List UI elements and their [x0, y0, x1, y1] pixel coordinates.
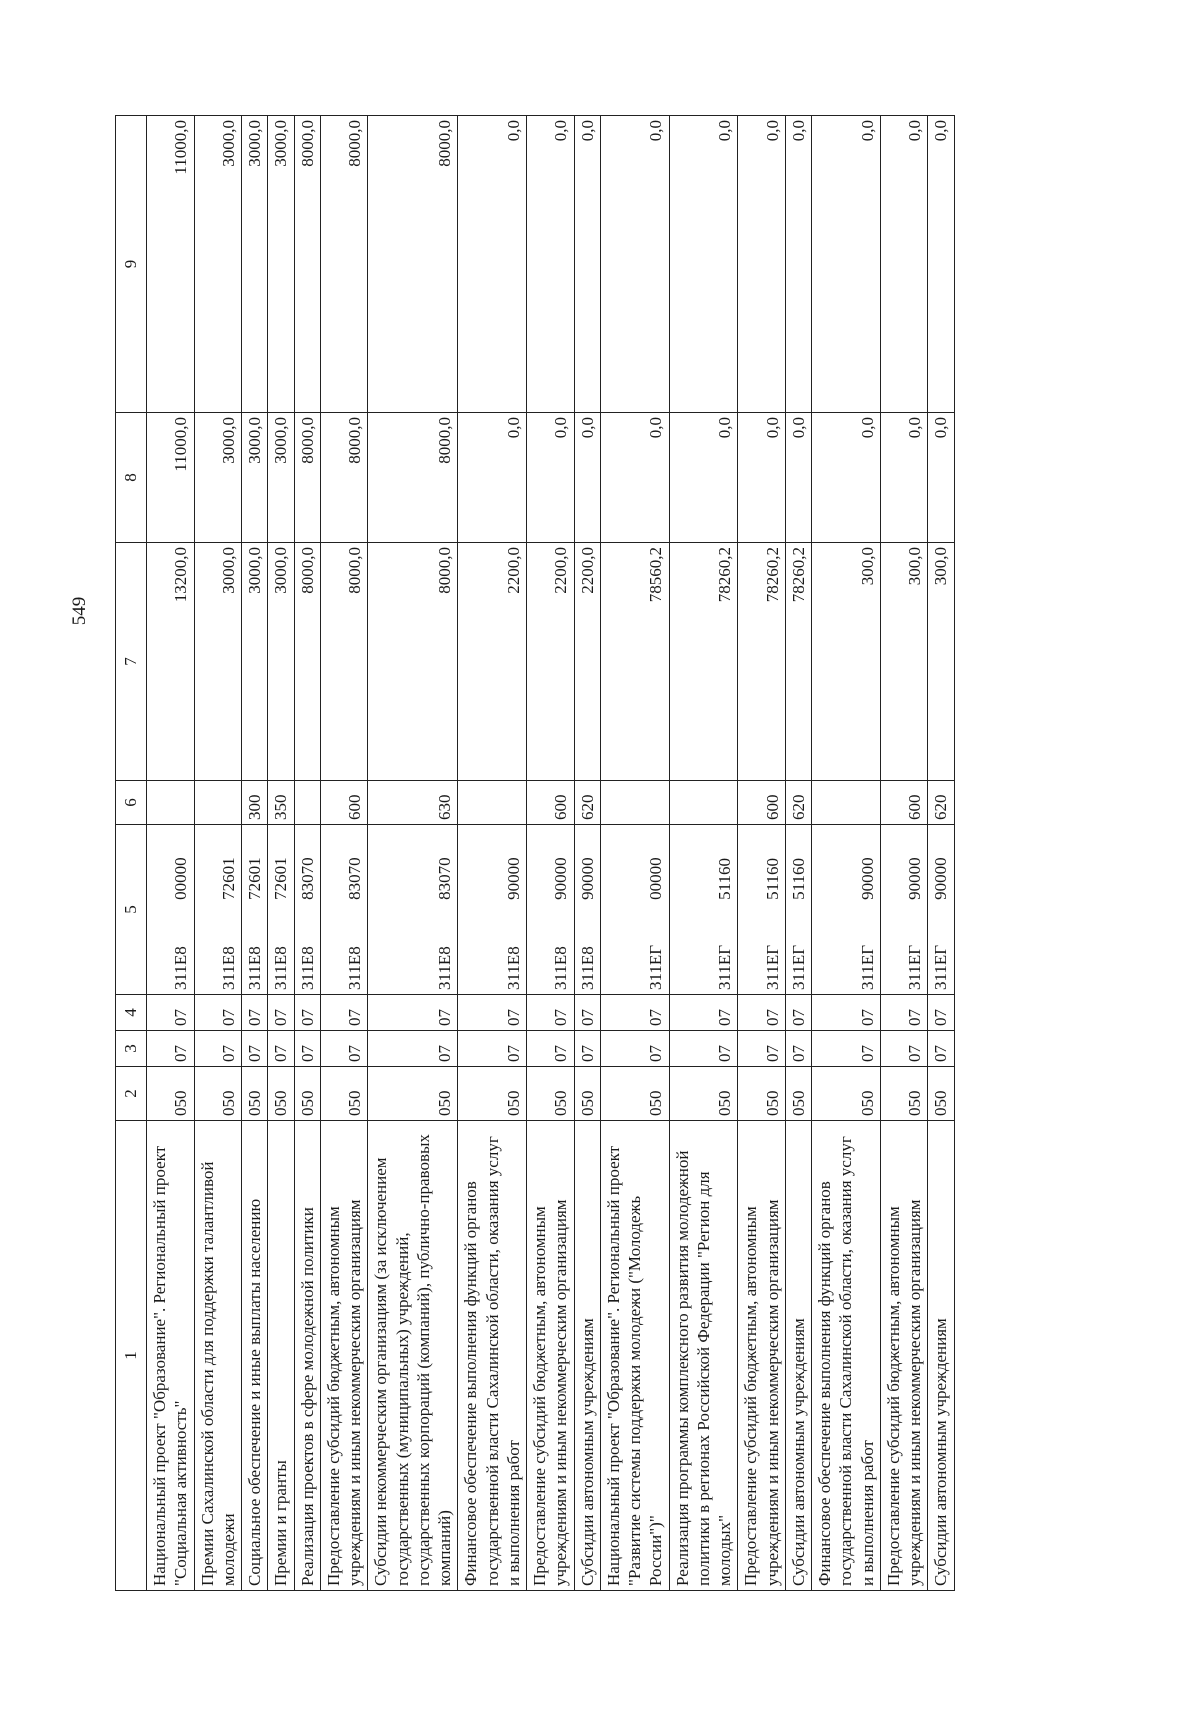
target-article-program: 311E8: [577, 946, 597, 990]
target-article-program: 311ЕГ: [905, 944, 924, 990]
expense-type-cell: 350: [268, 781, 294, 825]
row-name-cell: Национальный проект "Образование". Региональный проект "Социальная активность": [147, 1121, 195, 1591]
expense-type-cell: 600: [527, 781, 575, 825]
amount-year3-cell: 3000,0: [194, 116, 242, 413]
expense-type-cell: [458, 781, 527, 825]
amount-year2-cell: 8000,0: [294, 413, 320, 543]
expense-type-cell: 600: [320, 781, 368, 825]
target-article-program: 311E8: [171, 946, 191, 990]
row-name-cell: Реализация проектов в сфере молодежной политики: [294, 1121, 320, 1591]
amount-year3-cell: 0,0: [928, 116, 954, 413]
amount-year1-cell: 2200,0: [527, 543, 575, 781]
table-row: [458, 116, 527, 1591]
target-article-cell: [294, 825, 320, 995]
target-article-cell: [268, 825, 294, 995]
amount-year1-cell: 300,0: [812, 543, 881, 781]
amount-year2-cell: 3000,0: [268, 413, 294, 543]
amount-year1-cell: 3000,0: [194, 543, 242, 781]
ministry-code-cell: 050: [928, 1067, 954, 1121]
ministry-code-cell: 050: [669, 1067, 738, 1121]
amount-year1-cell: 300,0: [928, 543, 954, 781]
header-cell: 2: [116, 1067, 147, 1121]
subsection-code-cell: 07: [527, 995, 575, 1031]
amount-year1-cell: 78260,2: [785, 543, 811, 781]
target-article-cell: [574, 825, 600, 995]
table-row: [600, 116, 669, 1591]
table-row: [738, 116, 786, 1591]
table-header-row: [116, 116, 147, 1591]
amount-year3-cell: 0,0: [785, 116, 811, 413]
subsection-code-cell: 07: [669, 995, 738, 1031]
subsection-code-cell: 07: [574, 995, 600, 1031]
amount-year1-cell: 300,0: [880, 543, 928, 781]
header-cell: 9: [116, 116, 147, 413]
target-article-direction: 83070: [435, 857, 454, 900]
row-name-cell: Финансовое обеспечение выполнения функций органов государственной власти Сахалинской области, оказания услуг и выполнения работ: [458, 1121, 527, 1591]
budget-table: [115, 115, 955, 1591]
row-name-cell: Предоставление субсидий бюджетным, автономным учреждениям и иным некоммерческим организациям: [320, 1121, 368, 1591]
amount-year2-cell: 0,0: [669, 413, 738, 543]
amount-year3-cell: 0,0: [738, 116, 786, 413]
table-row: [368, 116, 458, 1591]
target-article-cell: [242, 825, 268, 995]
section-code-cell: 07: [928, 1031, 954, 1067]
amount-year2-cell: 0,0: [458, 413, 527, 543]
amount-year3-cell: 8000,0: [320, 116, 368, 413]
subsection-code-cell: 07: [294, 995, 320, 1031]
target-article-cell: [527, 825, 575, 995]
header-cell: 4: [116, 995, 147, 1031]
table-row: [574, 116, 600, 1591]
amount-year1-cell: 78560,2: [600, 543, 669, 781]
header-cell: 1: [116, 1121, 147, 1591]
target-article-program: 311E8: [551, 946, 571, 990]
target-article-direction: 51160: [762, 857, 782, 900]
subsection-code-cell: 07: [928, 995, 954, 1031]
amount-year2-cell: 3000,0: [194, 413, 242, 543]
expense-type-cell: 300: [242, 781, 268, 825]
amount-year1-cell: 13200,0: [147, 543, 195, 781]
header-cell: 3: [116, 1031, 147, 1067]
amount-year3-cell: 3000,0: [268, 116, 294, 413]
table-row: [294, 116, 320, 1591]
target-article-direction: 00000: [646, 857, 666, 900]
amount-year2-cell: 0,0: [738, 413, 786, 543]
ministry-code-cell: 050: [600, 1067, 669, 1121]
row-name-cell: Финансовое обеспечение выполнения функций органов государственной власти Сахалинской области, оказания услуг и выполнения работ: [812, 1121, 881, 1591]
subsection-code-cell: 07: [242, 995, 268, 1031]
row-name-cell: Социальное обеспечение и иные выплаты населению: [242, 1121, 268, 1591]
ministry-code-cell: 050: [574, 1067, 600, 1121]
target-article-program: 311E8: [503, 946, 523, 990]
expense-type-cell: 630: [368, 781, 458, 825]
target-article-program: 311ЕГ: [762, 944, 782, 990]
section-code-cell: 07: [458, 1031, 527, 1067]
amount-year2-cell: 8000,0: [368, 413, 458, 543]
ministry-code-cell: 050: [320, 1067, 368, 1121]
target-article-program: 311ЕГ: [857, 944, 877, 990]
target-article-direction: 83070: [345, 857, 364, 900]
section-code-cell: 07: [812, 1031, 881, 1067]
amount-year2-cell: 0,0: [527, 413, 575, 543]
target-article-cell: [880, 825, 928, 995]
target-article-cell: [600, 825, 669, 995]
table-row: [928, 116, 954, 1591]
target-article-cell: [669, 825, 738, 995]
row-name-cell: Реализация программы комплексного развития молодежной политики в регионах Российской Федерации "Регион для молодых": [669, 1121, 738, 1591]
ministry-code-cell: 050: [147, 1067, 195, 1121]
table-row: [669, 116, 738, 1591]
row-name-cell: Предоставление субсидий бюджетным, автономным учреждениям и иным некоммерческим организациям: [527, 1121, 575, 1591]
amount-year2-cell: 0,0: [880, 413, 928, 543]
target-article-program: 311E8: [218, 946, 238, 990]
target-article-direction: 51160: [715, 857, 734, 900]
section-code-cell: 07: [600, 1031, 669, 1067]
target-article-program: 311E8: [297, 946, 317, 990]
target-article-cell: [368, 825, 458, 995]
table-row: [812, 116, 881, 1591]
amount-year2-cell: 0,0: [574, 413, 600, 543]
target-article-program: 311E8: [245, 946, 264, 990]
amount-year1-cell: 78260,2: [669, 543, 738, 781]
header-cell: 6: [116, 781, 147, 825]
target-article-direction: 90000: [857, 857, 877, 900]
target-article-direction: 90000: [577, 857, 597, 900]
amount-year3-cell: 8000,0: [294, 116, 320, 413]
row-name-cell: Субсидии автономным учреждениям: [928, 1121, 954, 1591]
amount-year1-cell: 8000,0: [294, 543, 320, 781]
target-article-direction: 90000: [551, 857, 571, 900]
section-code-cell: 07: [527, 1031, 575, 1067]
row-name-cell: Национальный проект "Образование". Региональный проект "Развитие системы поддержки молодежи ("Молодежь России")": [600, 1121, 669, 1591]
section-code-cell: 07: [242, 1031, 268, 1067]
target-article-program: 311ЕГ: [715, 944, 734, 990]
target-article-direction: 51160: [788, 857, 808, 900]
subsection-code-cell: 07: [194, 995, 242, 1031]
expense-type-cell: [669, 781, 738, 825]
subsection-code-cell: 07: [600, 995, 669, 1031]
ministry-code-cell: 050: [785, 1067, 811, 1121]
section-code-cell: 07: [294, 1031, 320, 1067]
amount-year3-cell: 3000,0: [242, 116, 268, 413]
amount-year1-cell: 3000,0: [268, 543, 294, 781]
ministry-code-cell: 050: [268, 1067, 294, 1121]
target-article-cell: [785, 825, 811, 995]
amount-year1-cell: 78260,2: [738, 543, 786, 781]
header-cell: 8: [116, 413, 147, 543]
table-row: [320, 116, 368, 1591]
expense-type-cell: 620: [574, 781, 600, 825]
target-article-cell: [194, 825, 242, 995]
section-code-cell: 07: [880, 1031, 928, 1067]
expense-type-cell: [600, 781, 669, 825]
subsection-code-cell: 07: [880, 995, 928, 1031]
target-article-program: 311ЕГ: [788, 944, 808, 990]
ministry-code-cell: 050: [880, 1067, 928, 1121]
target-article-cell: [320, 825, 368, 995]
ministry-code-cell: 050: [527, 1067, 575, 1121]
target-article-program: 311E8: [435, 946, 454, 990]
section-code-cell: 07: [574, 1031, 600, 1067]
amount-year2-cell: 3000,0: [242, 413, 268, 543]
expense-type-cell: [147, 781, 195, 825]
subsection-code-cell: 07: [785, 995, 811, 1031]
expense-type-cell: [812, 781, 881, 825]
row-name-cell: Субсидии автономным учреждениям: [574, 1121, 600, 1591]
section-code-cell: 07: [669, 1031, 738, 1067]
subsection-code-cell: 07: [147, 995, 195, 1031]
row-name-cell: Субсидии автономным учреждениям: [785, 1121, 811, 1591]
target-article-direction: 72601: [271, 857, 291, 900]
page-number: 549: [69, 596, 90, 626]
expense-type-cell: 620: [785, 781, 811, 825]
header-cell: 7: [116, 543, 147, 781]
header-cell: 5: [116, 825, 147, 995]
table-row: [880, 116, 928, 1591]
amount-year3-cell: 8000,0: [368, 116, 458, 413]
amount-year2-cell: 0,0: [785, 413, 811, 543]
target-article-direction: 90000: [503, 857, 523, 900]
table-row: [147, 116, 195, 1591]
ministry-code-cell: 050: [738, 1067, 786, 1121]
table-row: [785, 116, 811, 1591]
amount-year1-cell: 2200,0: [574, 543, 600, 781]
target-article-program: 311E8: [271, 946, 291, 990]
target-article-cell: [812, 825, 881, 995]
target-article-cell: [458, 825, 527, 995]
target-article-program: 311ЕГ: [646, 944, 666, 990]
row-name-cell: Предоставление субсидий бюджетным, автономным учреждениям и иным некоммерческим организациям: [738, 1121, 786, 1591]
target-article-direction: 83070: [297, 857, 317, 900]
section-code-cell: 07: [147, 1031, 195, 1067]
expense-type-cell: 620: [928, 781, 954, 825]
target-article-direction: 90000: [931, 857, 951, 900]
ministry-code-cell: 050: [242, 1067, 268, 1121]
target-article-program: 311ЕГ: [931, 944, 951, 990]
ministry-code-cell: 050: [368, 1067, 458, 1121]
amount-year2-cell: 8000,0: [320, 413, 368, 543]
section-code-cell: 07: [368, 1031, 458, 1067]
subsection-code-cell: 07: [268, 995, 294, 1031]
amount-year3-cell: 11000,0: [147, 116, 195, 413]
amount-year3-cell: 0,0: [574, 116, 600, 413]
target-article-direction: 72601: [218, 857, 238, 900]
amount-year3-cell: 0,0: [600, 116, 669, 413]
section-code-cell: 07: [738, 1031, 786, 1067]
amount-year1-cell: 3000,0: [242, 543, 268, 781]
amount-year3-cell: 0,0: [880, 116, 928, 413]
table-row: [527, 116, 575, 1591]
row-name-cell: Предоставление субсидий бюджетным, автономным учреждениям и иным некоммерческим организациям: [880, 1121, 928, 1591]
ministry-code-cell: 050: [194, 1067, 242, 1121]
subsection-code-cell: 07: [812, 995, 881, 1031]
ministry-code-cell: 050: [812, 1067, 881, 1121]
row-name-cell: Субсидии некоммерческим организациям (за исключением государственных (муниципальных) учреждений, государственных корпораций (компаний), публично-правовых компаний): [368, 1121, 458, 1591]
target-article-cell: [738, 825, 786, 995]
section-code-cell: 07: [194, 1031, 242, 1067]
target-article-cell: [147, 825, 195, 995]
amount-year3-cell: 0,0: [812, 116, 881, 413]
subsection-code-cell: 07: [738, 995, 786, 1031]
amount-year3-cell: 0,0: [669, 116, 738, 413]
table-row: [194, 116, 242, 1591]
amount-year1-cell: 8000,0: [368, 543, 458, 781]
subsection-code-cell: 07: [368, 995, 458, 1031]
table-row: [268, 116, 294, 1591]
subsection-code-cell: 07: [458, 995, 527, 1031]
amount-year2-cell: 0,0: [600, 413, 669, 543]
table-row: [242, 116, 268, 1591]
section-code-cell: 07: [268, 1031, 294, 1067]
subsection-code-cell: 07: [320, 995, 368, 1031]
expense-type-cell: [294, 781, 320, 825]
expense-type-cell: 600: [880, 781, 928, 825]
target-article-cell: [928, 825, 954, 995]
section-code-cell: 07: [785, 1031, 811, 1067]
amount-year1-cell: 8000,0: [320, 543, 368, 781]
target-article-program: 311E8: [345, 946, 364, 990]
row-name-cell: Премии Сахалинской области для поддержки талантливой молодежи: [194, 1121, 242, 1591]
target-article-direction: 72601: [245, 857, 264, 900]
row-name-cell: Премии и гранты: [268, 1121, 294, 1591]
expense-type-cell: 600: [738, 781, 786, 825]
ministry-code-cell: 050: [294, 1067, 320, 1121]
target-article-direction: 00000: [171, 857, 191, 900]
amount-year3-cell: 0,0: [458, 116, 527, 413]
amount-year2-cell: 11000,0: [147, 413, 195, 543]
expense-type-cell: [194, 781, 242, 825]
amount-year3-cell: 0,0: [527, 116, 575, 413]
amount-year2-cell: 0,0: [812, 413, 881, 543]
target-article-direction: 90000: [905, 857, 924, 900]
section-code-cell: 07: [320, 1031, 368, 1067]
ministry-code-cell: 050: [458, 1067, 527, 1121]
amount-year2-cell: 0,0: [928, 413, 954, 543]
amount-year1-cell: 2200,0: [458, 543, 527, 781]
